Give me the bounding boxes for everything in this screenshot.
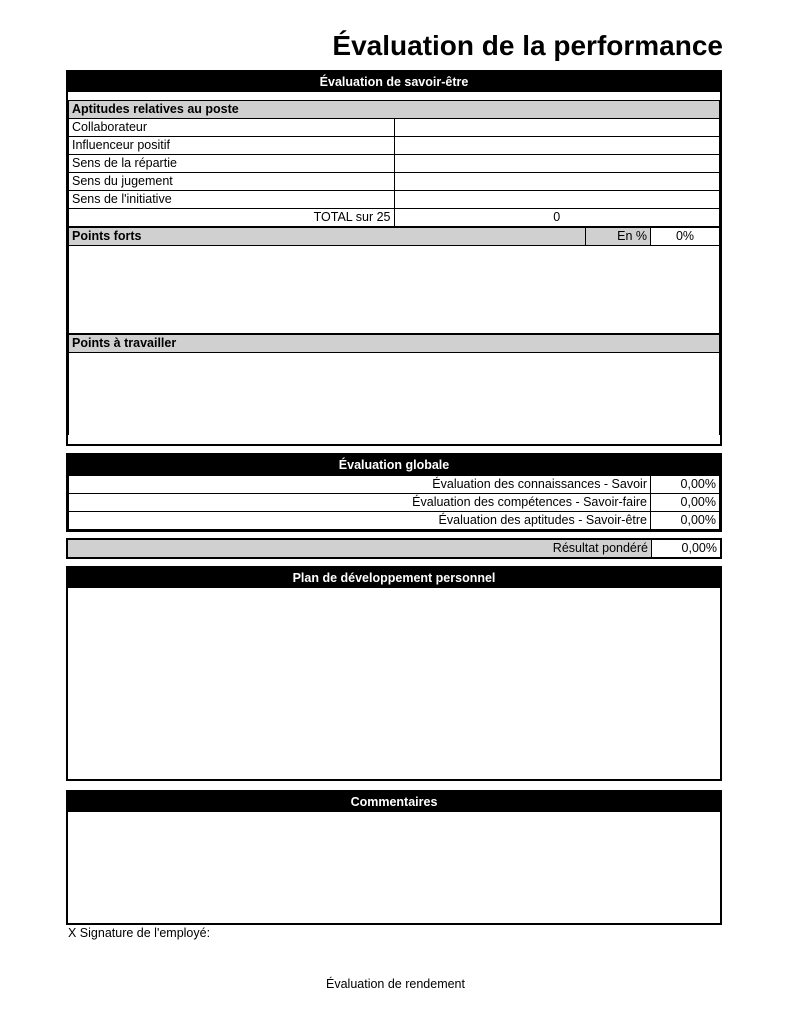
globale-row-value: 0,00% xyxy=(651,494,720,512)
aptitude-label: Collaborateur xyxy=(69,119,395,137)
table-row xyxy=(69,173,720,191)
plan-textarea[interactable] xyxy=(68,588,720,777)
globale-row-label: Évaluation des compétences - Savoir-faire xyxy=(69,494,651,512)
aptitude-label: Sens de la répartie xyxy=(69,155,395,173)
globale-section xyxy=(66,453,722,532)
globale-row-label: Évaluation des connaissances - Savoir xyxy=(69,476,651,494)
table-row xyxy=(69,137,720,155)
aptitude-score-input[interactable] xyxy=(394,155,720,173)
plan-header: Plan de développement personnel xyxy=(68,568,720,588)
aptitudes-header: Aptitudes relatives au poste xyxy=(69,101,720,119)
aptitude-label: Influenceur positif xyxy=(69,137,395,155)
aptitudes-table xyxy=(68,100,720,227)
total-label: TOTAL sur 25 xyxy=(69,209,395,227)
aptitude-label: Sens de l'initiative xyxy=(69,191,395,209)
table-row xyxy=(69,512,720,530)
table-row xyxy=(69,476,720,494)
table-row xyxy=(69,494,720,512)
commentaires-section xyxy=(66,790,722,925)
table-row xyxy=(69,155,720,173)
resultat-label: Résultat pondéré xyxy=(68,540,652,557)
points-forts-header-row xyxy=(69,228,720,246)
table-row xyxy=(69,191,720,209)
page-title: Évaluation de la performance xyxy=(332,30,723,61)
aptitude-score-input[interactable] xyxy=(394,173,720,191)
aptitude-score-input[interactable] xyxy=(394,191,720,209)
globale-header: Évaluation globale xyxy=(68,455,720,475)
resultat-row xyxy=(68,540,720,557)
points-forts-textarea[interactable] xyxy=(68,246,720,334)
aptitude-score-input[interactable] xyxy=(394,137,720,155)
percent-value: 0% xyxy=(651,228,720,246)
globale-row-label: Évaluation des aptitudes - Savoir-être xyxy=(69,512,651,530)
percent-label: En % xyxy=(586,228,651,246)
resultat-value: 0,00% xyxy=(652,540,721,557)
savoir-etre-header: Évaluation de savoir-être xyxy=(68,72,720,92)
resultat-table xyxy=(68,540,720,557)
signature-label: X Signature de l'employé: xyxy=(68,926,211,940)
points-a-travailler-label: Points à travailler xyxy=(68,334,720,353)
globale-table xyxy=(68,475,720,530)
total-row xyxy=(69,209,720,227)
savoir-etre-section xyxy=(66,70,722,446)
table-row xyxy=(69,119,720,137)
plan-section xyxy=(66,566,722,781)
points-forts-table xyxy=(68,227,720,246)
aptitude-score-input[interactable] xyxy=(394,119,720,137)
globale-row-value: 0,00% xyxy=(651,476,720,494)
commentaires-textarea[interactable] xyxy=(68,812,720,921)
commentaires-header: Commentaires xyxy=(68,792,720,812)
page-footer: Évaluation de rendement xyxy=(326,977,465,991)
aptitudes-header-row xyxy=(69,101,720,119)
resultat-section xyxy=(66,538,722,559)
globale-row-value: 0,00% xyxy=(651,512,720,530)
points-a-travailler-textarea[interactable] xyxy=(68,353,720,435)
points-forts-label: Points forts xyxy=(69,228,586,246)
total-value: 0 xyxy=(394,209,720,227)
aptitude-label: Sens du jugement xyxy=(69,173,395,191)
